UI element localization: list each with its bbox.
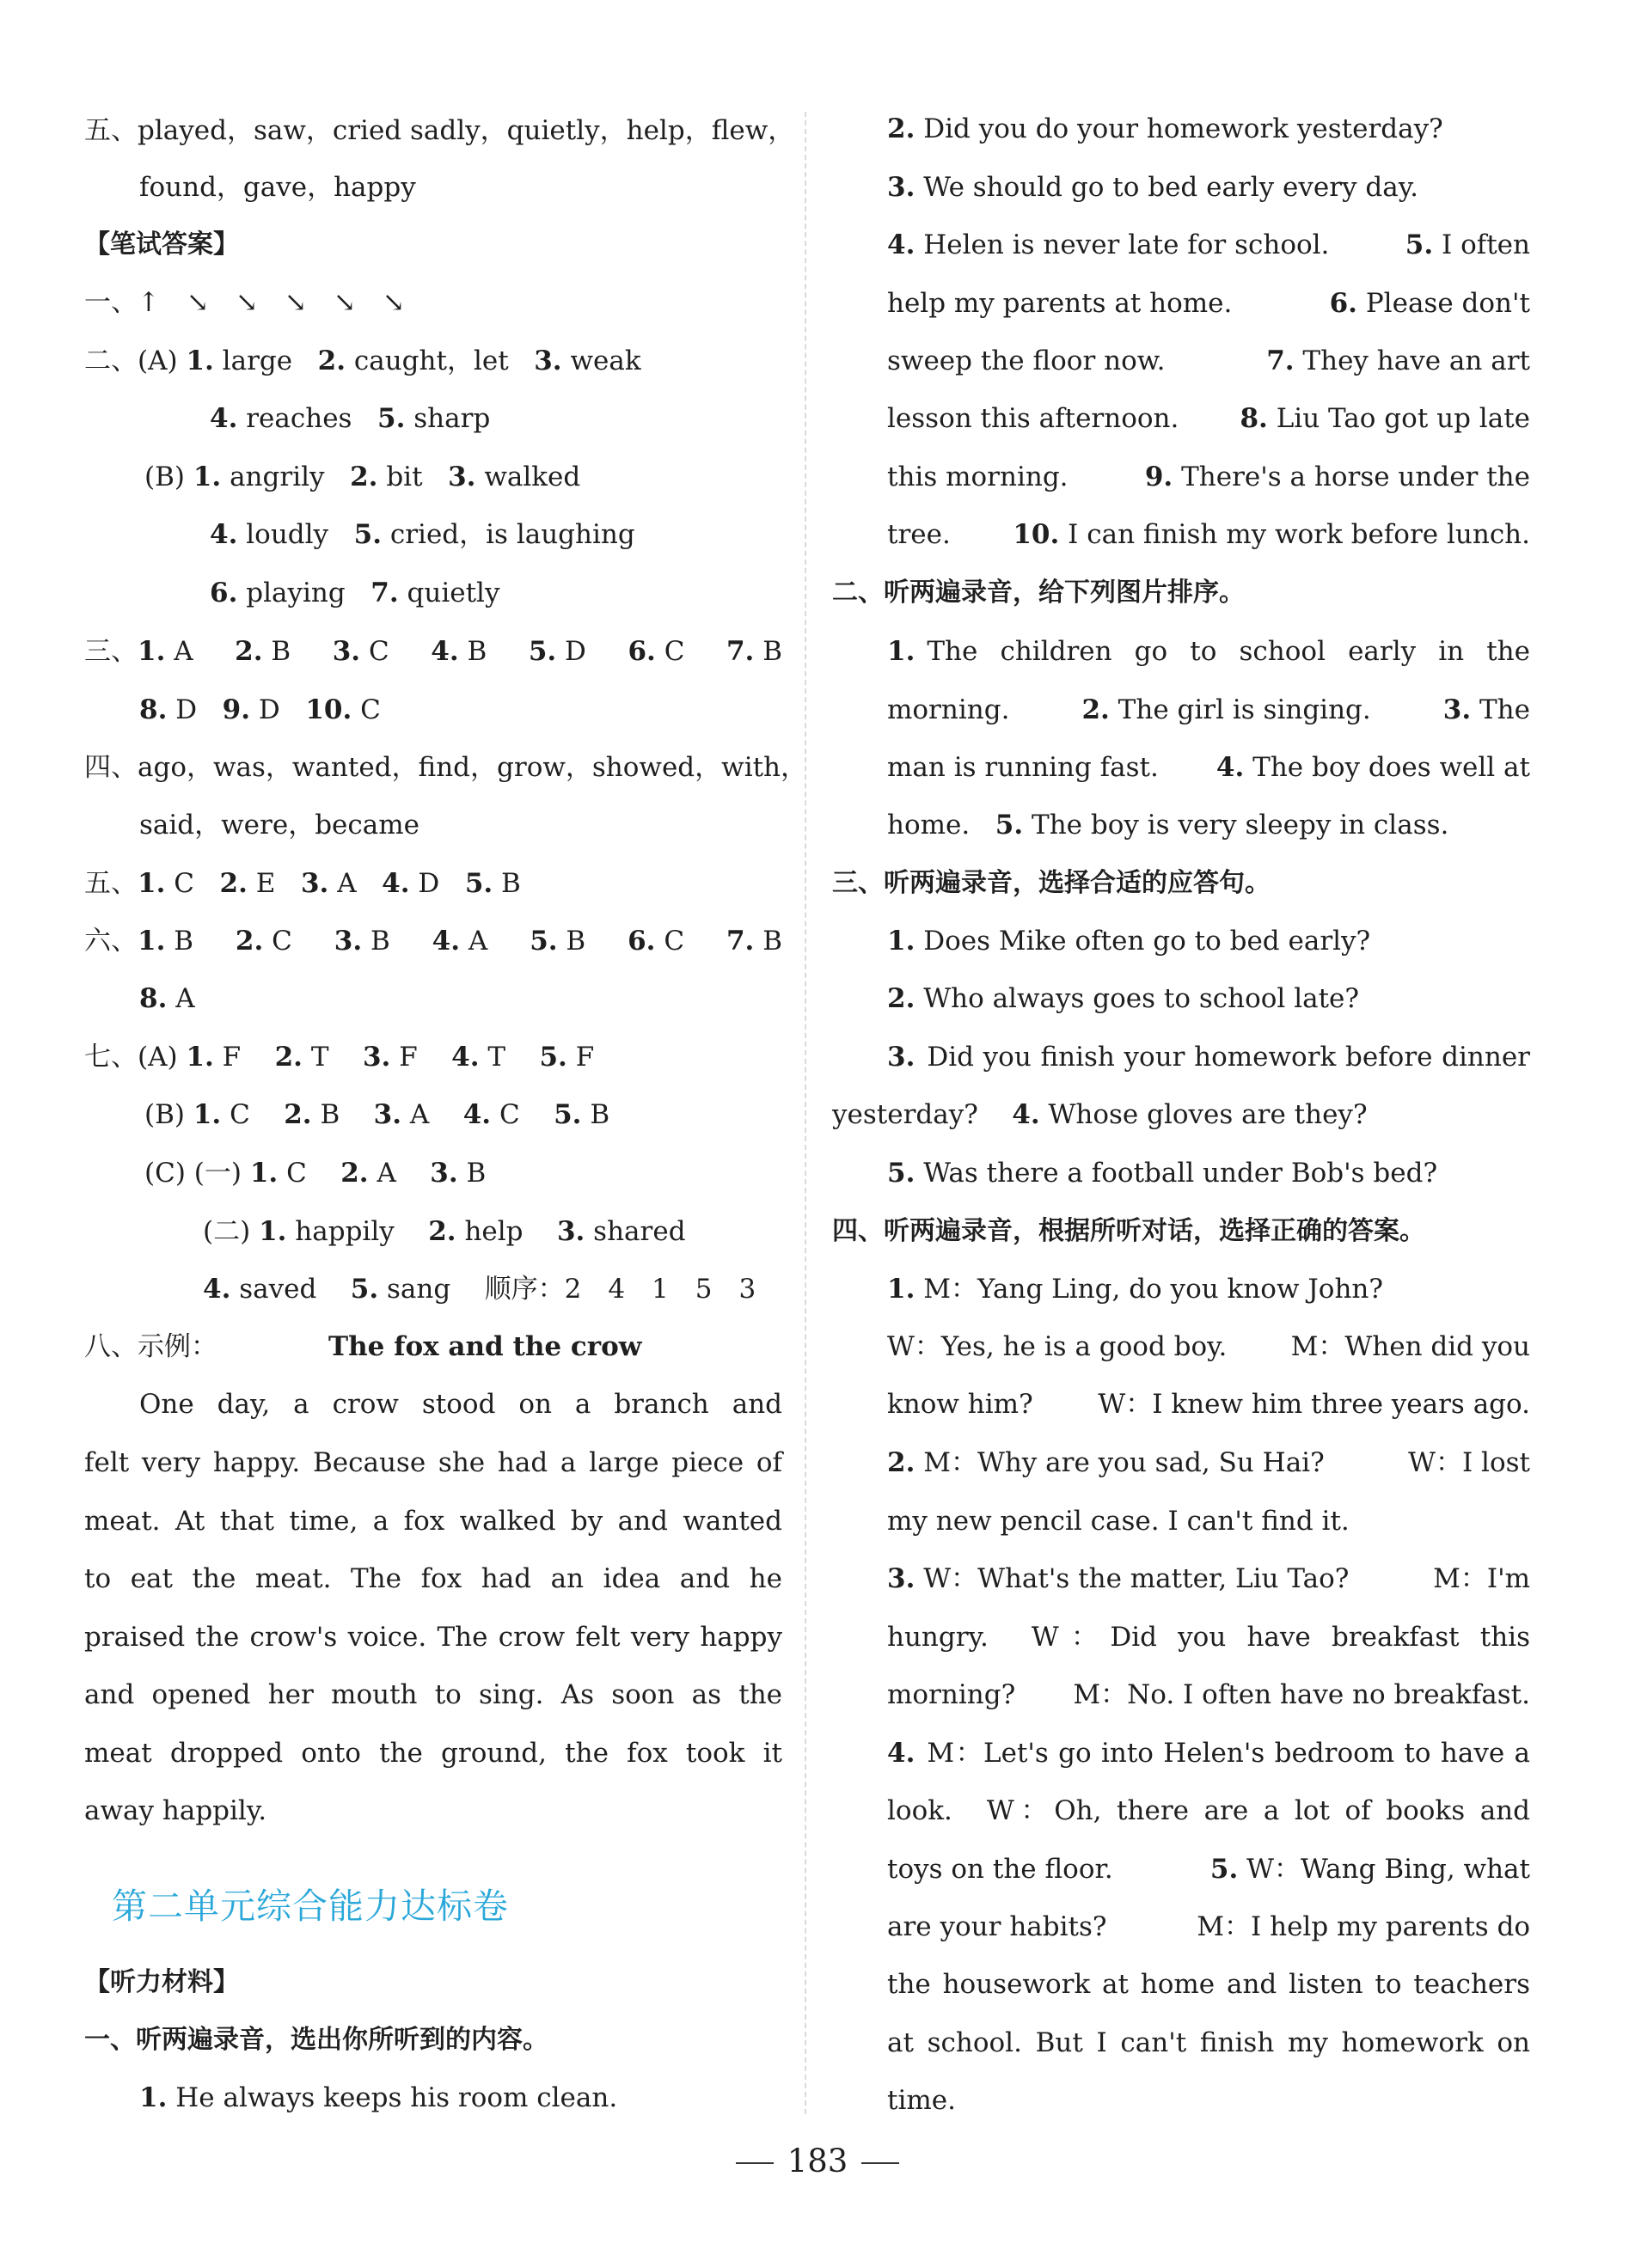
num: 9. [222,694,251,725]
text: felt very happy. Because she had a large piece of [84,1447,782,1478]
num: 3. [887,1042,915,1073]
text: 八、示例： [84,1331,217,1362]
script-line [887,1910,1530,1944]
text: B [762,926,782,957]
text: walked [484,462,581,492]
num: 4. [210,519,238,550]
script-line [887,286,1530,321]
answer-line [84,924,782,958]
script-line [887,1387,1530,1421]
text: sweep the floor now. [887,345,1166,376]
text: my new pencil case. I can't find it. [887,1506,1350,1537]
text: M：Yang Ling, do you know John? [923,1274,1383,1305]
text: They have an art [1302,345,1530,376]
num: 3. [887,1563,915,1594]
text: said，were，became [139,810,419,841]
text: meat. At that time, a fox walked by and wanted [84,1506,782,1537]
text: F [575,1042,595,1073]
num: 4. [462,1099,492,1130]
text: help my parents at home. [887,288,1233,319]
text: playing [246,578,346,608]
answer-line [139,981,195,1016]
text: I often [1441,229,1530,260]
text: bit [386,462,423,492]
num: 5. [1209,1854,1239,1885]
text: M：When did you [1290,1331,1530,1362]
text: B [271,636,291,667]
answer-line [84,634,782,669]
text: 一、↑ ↘ ↘ ↘ ↘ ↘ [84,287,405,318]
num: 5. [995,810,1024,841]
text: C [272,926,292,957]
text: (B) [144,462,185,492]
num: 1. [193,462,222,492]
essay-title: The fox and the crow [328,1331,642,1362]
num: 2. [235,926,264,957]
num: 4. [887,229,915,260]
text: 二、听两遍录音，给下列图片排序。 [832,578,1245,608]
num: 4. [382,868,410,899]
script-line [887,1330,1530,1364]
num: 5. [1405,229,1434,260]
text: away happily. [84,1795,267,1826]
text: sang [386,1274,451,1305]
num: 5. [554,1099,582,1130]
text: (B) [144,1099,185,1130]
num: 2. [274,1042,303,1073]
text: A [377,1158,396,1189]
text: 二、(A) [84,345,178,376]
script-line [887,1156,1437,1190]
num: 3. [300,868,329,899]
num: 6. [1329,288,1357,319]
text: 五、 [84,868,138,899]
text: T [310,1042,329,1073]
text: shared [593,1216,686,1247]
section-heading [84,1965,239,2000]
text: Whose gloves are they? [1048,1099,1368,1130]
num: 4. [1012,1099,1040,1130]
num: 8. [1240,403,1268,434]
text: C [499,1099,520,1130]
text: lesson this afternoon. [887,403,1179,434]
text: help [464,1216,524,1247]
text: toys on the floor. [887,1854,1113,1885]
text: B [174,926,194,957]
text: 【笔试答案】 [84,229,239,260]
script-line [887,1794,1530,1828]
text: loudly [246,519,329,550]
essay-line [84,1794,266,1828]
script-line [887,750,1530,785]
text: at school. But I can't finish my homework on [887,2027,1530,2058]
num: 3. [373,1099,402,1130]
script-line [887,1272,1383,1306]
text: F [222,1042,242,1073]
answer-line [139,2081,617,2115]
num: 1. [138,926,166,957]
script-line [887,1678,1530,1712]
num: 1. [887,1274,915,1305]
text: large [222,345,293,376]
text: Please don't [1365,288,1530,319]
num: 1. [138,868,166,899]
text: (C) [144,1158,186,1189]
text: The girl is singing. [1118,694,1371,725]
num: 3. [332,636,361,667]
text: A [409,1099,430,1130]
text: this morning. [887,462,1069,492]
text: B [566,926,586,957]
text: 四、ago，was，wanted，find，grow，showed，with， [84,752,808,783]
essay-line [139,1387,782,1421]
script-line [887,2083,956,2118]
text: W：Did you have breakfast this [1031,1622,1530,1653]
text: C [286,1158,307,1189]
section-title: 第二单元综合能力达标卷 [112,1886,509,1927]
answer-line [210,401,490,436]
script-line [887,1040,1530,1074]
text: E [255,868,276,899]
text: M：Why are you sad, Su Hai? [923,1447,1325,1478]
answer-line [144,1156,486,1190]
text: W：Yes, he is a good boy. [887,1331,1228,1362]
essay-line [84,1562,782,1596]
num: 7. [370,578,399,608]
text: are your habits? [887,1911,1107,1942]
num: 6. [210,578,238,608]
text: D [258,694,280,725]
script-line [887,808,1448,842]
script-line [887,228,1530,262]
text: weak [570,345,641,376]
text: The children go to school early in the [927,636,1530,667]
script-line [887,1967,1530,2002]
script-line [887,924,1370,958]
num: 2. [1081,694,1110,725]
text: T [487,1042,506,1073]
text: W：Oh, there are a lot of books and [986,1795,1530,1826]
script-line [887,517,1530,552]
num: 1. [249,1158,279,1189]
text: C [664,926,685,957]
num: 1. [186,345,214,376]
section-heading [84,2023,548,2057]
section-heading [832,1214,1425,1249]
num: 1. [193,1099,222,1130]
script-line [887,460,1530,494]
text: the housework at home and listen to teachers [887,1969,1530,2000]
text: D [175,694,198,725]
text: saved [239,1274,317,1305]
text: know him? [887,1389,1033,1420]
script-line [887,634,1530,669]
text: reaches [246,403,352,434]
answer-line [84,344,641,378]
answer-line [210,517,635,552]
num: 2. [284,1099,312,1130]
text: 【听力材料】 [84,1967,239,1997]
script-line [887,1736,1530,1770]
answer-line [84,113,794,148]
text: We should go to bed early every day. [923,172,1419,203]
text: 三、 [84,636,138,667]
num: 5. [377,403,406,434]
text: 七、(A) [84,1042,178,1073]
script-line [887,693,1530,727]
num: 7. [726,636,755,667]
section-heading [832,866,1271,901]
text: and opened her mouth to sing. As soon as the [84,1679,782,1710]
text: C [664,636,685,667]
num: 3. [430,1158,458,1189]
num: 1. [887,636,915,667]
script-line [887,1446,1530,1480]
num: 1. [186,1042,214,1073]
text: (一) [193,1158,242,1189]
answer-line [203,1272,756,1306]
text: Helen is never late for school. [923,229,1330,260]
text: B [370,926,390,957]
script-line [887,344,1530,378]
text: 六、 [84,926,138,957]
text: praised the crow's voice. The crow felt very happy [84,1622,782,1653]
num: 1. [138,636,166,667]
script-line [887,112,1443,146]
answer-line [84,866,521,901]
page-number: 183 [736,2140,899,2183]
num: 2. [219,868,248,899]
num: 4. [887,1738,915,1769]
num: 1. [259,1216,287,1247]
text: M：I help my parents do [1197,1911,1530,1942]
text: look. [887,1795,952,1826]
num: 7. [726,926,755,957]
essay-line [84,1620,782,1654]
num: 5. [464,868,493,899]
text: M：No. I often have no breakfast. [1073,1679,1530,1710]
answer-line [139,693,381,727]
answer-line [210,576,499,610]
text: The boy does well at [1252,752,1530,783]
num: 5. [530,926,558,957]
text: B [467,636,487,667]
num: 7. [1266,345,1295,376]
text: time. [887,2085,956,2116]
text: M：I'm [1433,1563,1530,1594]
num: 2. [887,1447,915,1478]
column-divider [805,112,806,2114]
essay-line [84,1504,782,1538]
text: found，gave，happy [139,172,416,203]
text: man is running fast. [887,752,1159,783]
answer-line [84,1330,642,1364]
text: A [174,636,193,667]
num: 3. [334,926,363,957]
num: 2. [350,462,378,492]
num: 4. [1216,752,1245,783]
text: Liu Tao got up late [1276,403,1530,434]
script-line [832,1097,1368,1132]
answer-line [144,460,580,494]
num: 6. [628,926,656,957]
script-line [887,401,1530,436]
section-heading [84,228,239,262]
text: B [762,636,782,667]
text: W：Wang Bing, what [1246,1854,1530,1885]
text: B [501,868,521,899]
text: W：I knew him three years ago. [1098,1389,1530,1420]
num: 8. [139,694,168,725]
text: yesterday? [832,1099,978,1130]
text: quietly [407,578,500,608]
num: 4. [210,403,238,434]
text: The [1479,694,1530,725]
script-line [887,1562,1530,1596]
text: B [320,1099,340,1130]
num: 4. [432,926,461,957]
num: 2. [340,1158,369,1189]
answer-line [84,1040,594,1074]
text: morning. [887,694,1010,725]
text: to eat the meat. The fox had an idea and he [84,1563,782,1594]
num: 5. [528,636,557,667]
text: 三、听两遍录音，选择合适的应答句。 [832,868,1271,898]
text: F [399,1042,418,1073]
num: 2. [887,113,915,144]
answer-line [84,285,405,320]
text: D [565,636,586,667]
num: 2. [428,1216,456,1247]
script-line [887,1852,1530,1886]
text: morning? [887,1679,1016,1710]
num: 3. [448,462,476,492]
text: 四、听两遍录音，根据所听对话，选择正确的答案。 [832,1216,1425,1246]
text: C [230,1099,250,1130]
text: A [468,926,488,957]
text: angrily [230,462,325,492]
answer-line [139,808,419,842]
text: B [466,1158,487,1189]
num: 3. [887,172,915,203]
section-heading [832,576,1245,610]
essay-line [84,1446,782,1480]
script-line [887,1504,1350,1538]
num: 2. [235,636,263,667]
text: There's a horse under the [1181,462,1530,492]
text: Did you do your homework yesterday? [923,113,1443,144]
essay-line [84,1678,782,1712]
text: Was there a football under Bob's bed? [923,1158,1438,1189]
num: 8. [139,983,168,1014]
text: W：I lost [1408,1447,1530,1478]
num: 5. [887,1158,915,1189]
answer-line [203,1214,686,1249]
text: caught，let [353,345,509,376]
essay-line [84,1736,782,1770]
text: C [174,868,194,899]
answer-line [84,750,807,785]
num: 5. [350,1274,379,1305]
text: meat dropped onto the ground, the fox took it [84,1738,782,1769]
num: 1. [887,926,915,957]
text: C [368,636,389,667]
num: 2. [317,345,346,376]
text: A [337,868,357,899]
text: 一、听两遍录音，选出你所听到的内容。 [84,2025,548,2055]
answer-line [144,1097,609,1132]
text: M：Let's go into Helen's bedroom to have a [927,1738,1530,1769]
script-line [887,170,1418,205]
script-line [887,1620,1530,1654]
text: sharp [413,403,491,434]
text: 五、played，saw，cried sadly，quietly，help，flew， [84,115,795,146]
num: 5. [539,1042,567,1073]
num: 4. [451,1042,480,1073]
num: 3. [534,345,562,376]
text: A [175,983,195,1014]
text: Does Mike often go to bed early? [923,926,1371,957]
text: B [590,1099,610,1130]
num: 9. [1144,462,1173,492]
text: C [360,694,381,725]
num: 3. [556,1216,585,1247]
text: W：What's the matter, Liu Tao? [923,1563,1350,1594]
num: 6. [628,636,656,667]
num: 4. [203,1274,231,1305]
num: 3. [362,1042,391,1073]
num: 10. [1013,519,1060,550]
text: happily [295,1216,395,1247]
num: 1. [139,2082,168,2113]
script-line [887,2026,1530,2060]
answer-line [139,170,416,205]
num: 5. [353,519,382,550]
text: I can finish my work before lunch. [1068,519,1530,550]
text: One day, a crow stood on a branch and [139,1389,782,1420]
text: He always keeps his room clean. [175,2082,618,2113]
num: 3. [1442,694,1472,725]
text: (二) [203,1216,251,1247]
text: tree. [887,519,951,550]
text: D [418,868,440,899]
text: hungry. [887,1622,989,1653]
text: Did you finish your homework before dinner [927,1042,1530,1073]
text: The boy is very sleepy in class. [1032,810,1449,841]
num: 10. [305,694,352,725]
num: 2. [887,983,915,1014]
script-line [887,981,1359,1016]
num: 4. [431,636,459,667]
text: 顺序：2 4 1 5 3 [484,1274,756,1305]
text: cried，is laughing [389,519,635,550]
text: home. [887,810,971,841]
text: Who always goes to school late? [923,983,1360,1014]
